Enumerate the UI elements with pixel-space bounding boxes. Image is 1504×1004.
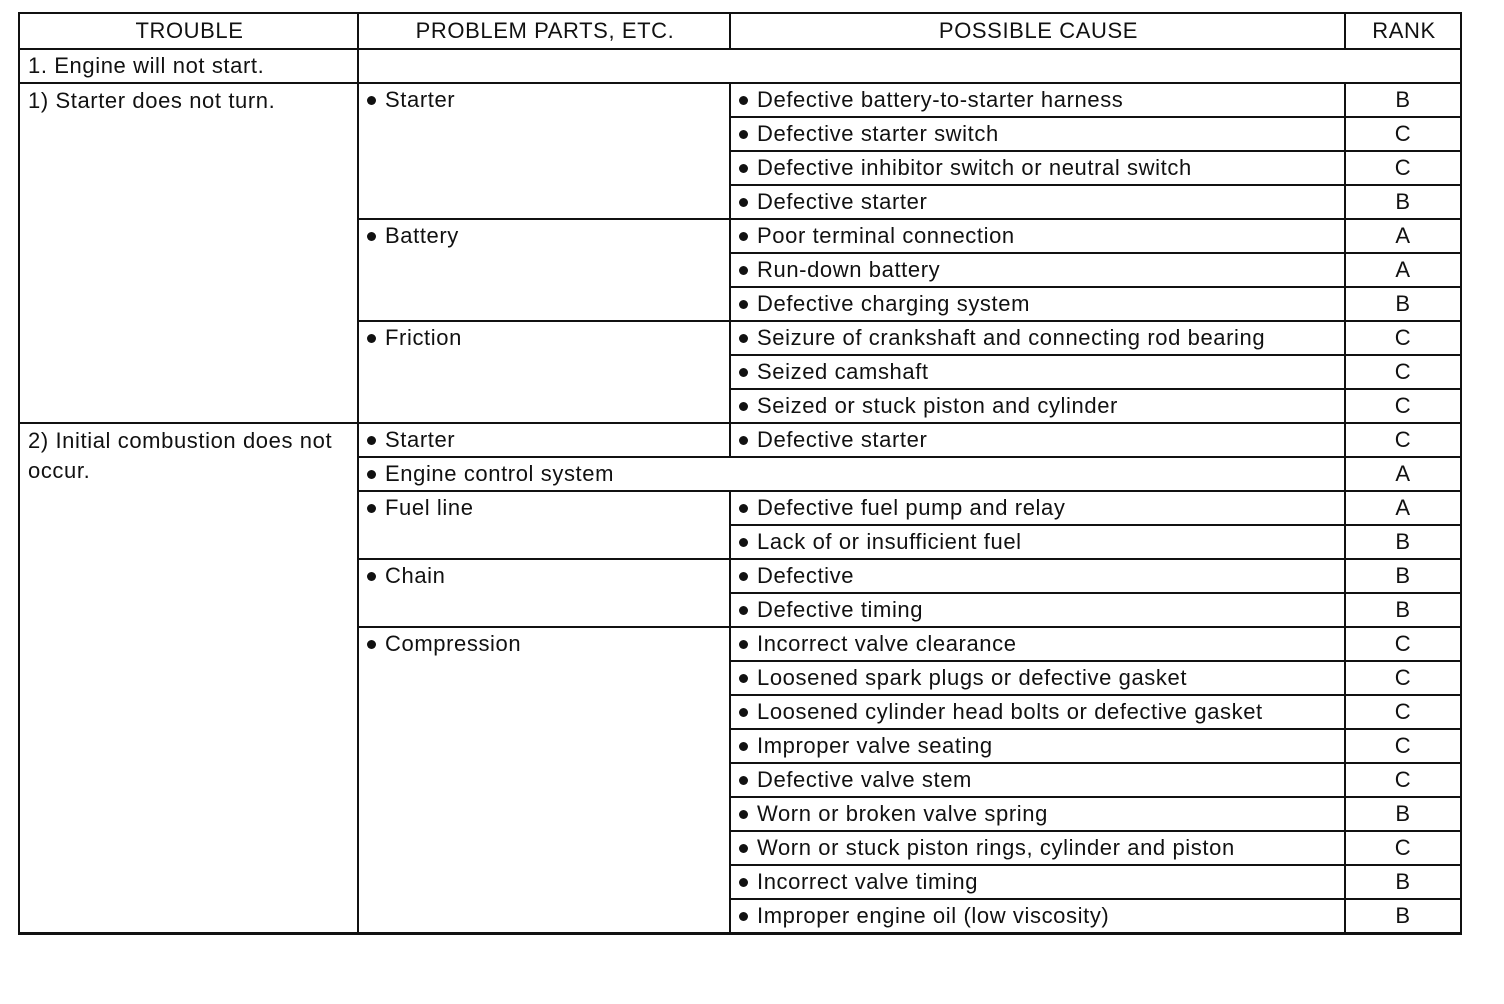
problem-part-label: Starter xyxy=(385,87,456,112)
bullet-icon xyxy=(739,878,748,887)
problem-part-cell xyxy=(358,627,730,934)
rank-cell: C xyxy=(1345,117,1461,151)
bullet-icon xyxy=(739,708,748,717)
bullet-icon xyxy=(367,334,376,343)
possible-cause-label: Seized or stuck piston and cylinder xyxy=(757,393,1118,418)
table-body xyxy=(19,49,1461,934)
bullet-icon xyxy=(739,402,748,411)
header-problem-parts: PROBLEM PARTS, ETC. xyxy=(358,13,730,49)
rank-cell: B xyxy=(1345,899,1461,934)
possible-cause-label: Defective inhibitor switch or neutral switch xyxy=(757,155,1192,180)
bullet-icon xyxy=(739,266,748,275)
bullet-icon xyxy=(739,640,748,649)
rank-cell: B xyxy=(1345,287,1461,321)
possible-cause-label: Defective starter switch xyxy=(757,121,999,146)
header-trouble: TROUBLE xyxy=(19,13,358,49)
bullet-icon xyxy=(367,504,376,513)
possible-cause-label: Seizure of crankshaft and connecting rod bearing xyxy=(757,325,1266,350)
possible-cause-label: Defective battery-to-starter harness xyxy=(757,87,1124,112)
possible-cause-label: Loosened cylinder head bolts or defective gasket xyxy=(757,699,1263,724)
possible-cause-cell xyxy=(730,287,1345,321)
bullet-icon xyxy=(739,334,748,343)
possible-cause-label: Lack of or insufficient fuel xyxy=(757,529,1022,554)
header-row xyxy=(19,13,1461,49)
possible-cause-cell xyxy=(730,253,1345,287)
possible-cause-label: Worn or stuck piston rings, cylinder and piston xyxy=(757,835,1235,860)
possible-cause-cell xyxy=(730,389,1345,423)
problem-part-cell xyxy=(358,219,730,321)
problem-part-cell xyxy=(358,423,730,457)
bullet-icon xyxy=(739,300,748,309)
bullet-icon xyxy=(739,674,748,683)
possible-cause-cell xyxy=(730,321,1345,355)
possible-cause-cell xyxy=(730,491,1345,525)
possible-cause-label: Defective valve stem xyxy=(757,767,972,792)
bullet-icon xyxy=(739,164,748,173)
rank-cell: C xyxy=(1345,321,1461,355)
bullet-icon xyxy=(739,96,748,105)
section-title: 1. Engine will not start. xyxy=(19,49,358,83)
rank-cell: C xyxy=(1345,389,1461,423)
possible-cause-cell xyxy=(730,661,1345,695)
possible-cause-cell xyxy=(730,559,1345,593)
possible-cause-cell xyxy=(730,627,1345,661)
possible-cause-label: Run-down battery xyxy=(757,257,941,282)
problem-part-label: Compression xyxy=(385,631,522,656)
rank-cell: C xyxy=(1345,729,1461,763)
problem-part-label: Friction xyxy=(385,325,462,350)
rank-cell: C xyxy=(1345,831,1461,865)
troubleshooting-table xyxy=(18,12,1462,935)
possible-cause-cell xyxy=(730,423,1345,457)
rank-cell: C xyxy=(1345,627,1461,661)
problem-part-cell xyxy=(358,457,1345,491)
table-row xyxy=(19,423,1461,457)
rank-cell: B xyxy=(1345,797,1461,831)
bullet-icon xyxy=(739,606,748,615)
rank-cell: A xyxy=(1345,491,1461,525)
bullet-icon xyxy=(739,504,748,513)
possible-cause-label: Poor terminal connection xyxy=(757,223,1015,248)
bullet-icon xyxy=(739,742,748,751)
bullet-icon xyxy=(367,232,376,241)
rank-cell: B xyxy=(1345,525,1461,559)
problem-part-cell xyxy=(358,321,730,423)
problem-part-label: Battery xyxy=(385,223,459,248)
bullet-icon xyxy=(739,538,748,547)
table-row xyxy=(19,83,1461,117)
rank-cell: A xyxy=(1345,457,1461,491)
bullet-icon xyxy=(739,776,748,785)
possible-cause-label: Worn or broken valve spring xyxy=(757,801,1048,826)
possible-cause-cell xyxy=(730,185,1345,219)
possible-cause-label: Improper engine oil (low viscosity) xyxy=(757,903,1110,928)
possible-cause-cell xyxy=(730,593,1345,627)
possible-cause-label: Defective fuel pump and relay xyxy=(757,495,1066,520)
rank-cell: C xyxy=(1345,355,1461,389)
rank-cell: C xyxy=(1345,661,1461,695)
bullet-icon xyxy=(367,436,376,445)
rank-cell: B xyxy=(1345,593,1461,627)
possible-cause-label: Seized camshaft xyxy=(757,359,929,384)
possible-cause-cell xyxy=(730,831,1345,865)
bullet-icon xyxy=(739,572,748,581)
header-possible-cause: POSSIBLE CAUSE xyxy=(730,13,1345,49)
possible-cause-cell xyxy=(730,355,1345,389)
trouble-cell: 1) Starter does not turn. xyxy=(19,83,358,423)
problem-part-cell xyxy=(358,559,730,627)
bullet-icon xyxy=(739,198,748,207)
problem-part-label: Starter xyxy=(385,427,456,452)
possible-cause-cell xyxy=(730,83,1345,117)
possible-cause-cell xyxy=(730,763,1345,797)
possible-cause-cell xyxy=(730,865,1345,899)
bullet-icon xyxy=(367,96,376,105)
bullet-icon xyxy=(367,470,376,479)
possible-cause-cell xyxy=(730,219,1345,253)
problem-part-label: Fuel line xyxy=(385,495,474,520)
possible-cause-cell xyxy=(730,151,1345,185)
rank-cell: C xyxy=(1345,151,1461,185)
bullet-icon xyxy=(739,810,748,819)
bullet-icon xyxy=(739,436,748,445)
possible-cause-cell xyxy=(730,729,1345,763)
problem-part-label: Engine control system xyxy=(385,461,615,486)
bullet-icon xyxy=(739,368,748,377)
possible-cause-label: Incorrect valve timing xyxy=(757,869,979,894)
section-row xyxy=(19,49,1461,83)
rank-cell: B xyxy=(1345,865,1461,899)
possible-cause-label: Defective timing xyxy=(757,597,924,622)
section-blank xyxy=(358,49,1461,83)
header-rank: RANK xyxy=(1345,13,1461,49)
possible-cause-cell xyxy=(730,797,1345,831)
bullet-icon xyxy=(367,640,376,649)
possible-cause-label: Defective starter xyxy=(757,427,928,452)
possible-cause-label: Defective starter xyxy=(757,189,928,214)
bullet-icon xyxy=(367,572,376,581)
possible-cause-label: Loosened spark plugs or defective gasket xyxy=(757,665,1188,690)
bullet-icon xyxy=(739,130,748,139)
possible-cause-label: Incorrect valve clearance xyxy=(757,631,1017,656)
bullet-icon xyxy=(739,844,748,853)
problem-part-cell xyxy=(358,491,730,559)
rank-cell: A xyxy=(1345,253,1461,287)
possible-cause-label: Improper valve seating xyxy=(757,733,993,758)
rank-cell: C xyxy=(1345,695,1461,729)
possible-cause-label: Defective charging system xyxy=(757,291,1030,316)
rank-cell: B xyxy=(1345,185,1461,219)
problem-part-label: Chain xyxy=(385,563,446,588)
problem-part-cell xyxy=(358,83,730,219)
possible-cause-cell xyxy=(730,117,1345,151)
possible-cause-label: Defective xyxy=(757,563,855,588)
possible-cause-cell xyxy=(730,899,1345,934)
bullet-icon xyxy=(739,232,748,241)
rank-cell: C xyxy=(1345,763,1461,797)
possible-cause-cell xyxy=(730,695,1345,729)
rank-cell: B xyxy=(1345,559,1461,593)
bullet-icon xyxy=(739,912,748,921)
possible-cause-cell xyxy=(730,525,1345,559)
trouble-cell: 2) Initial combustion does not occur. xyxy=(19,423,358,934)
rank-cell: A xyxy=(1345,219,1461,253)
rank-cell: C xyxy=(1345,423,1461,457)
rank-cell: B xyxy=(1345,83,1461,117)
